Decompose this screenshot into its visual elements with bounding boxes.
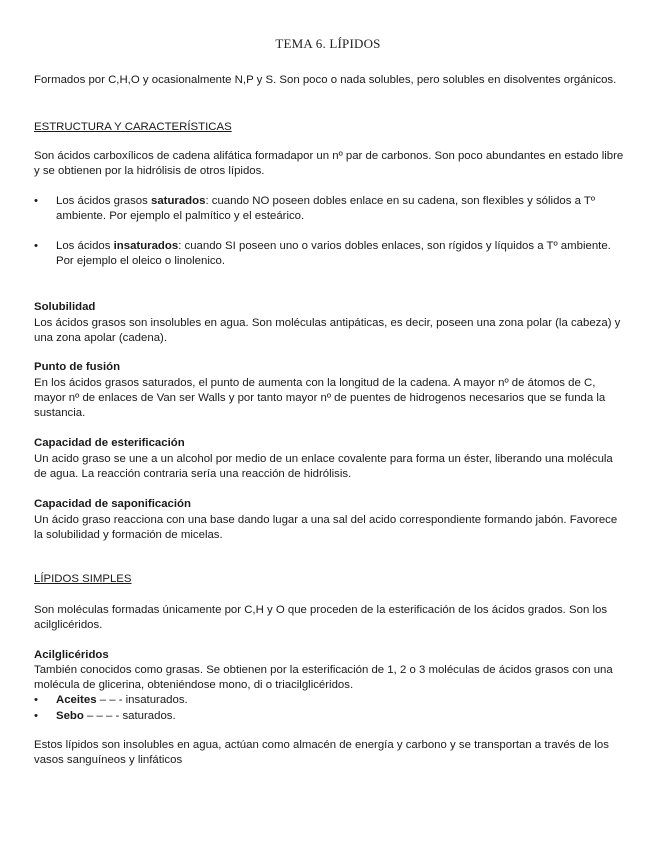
bullet-text: Sebo – – – - saturados. <box>56 710 176 722</box>
heading-saponificacion: Capacidad de saponificación <box>34 498 191 510</box>
intro-paragraph: Formados por C,H,O y ocasionalmente N,P y S. Son poco o nada solubles, pero solubles en disolventes orgánicos. <box>34 74 617 86</box>
final-paragraph: Estos lípidos son insolubles en agua, actúan como almacén de energía y carbono y se transportan a través de los vasos sanguíneos y linfáticos <box>34 739 609 766</box>
heading-solubilidad: Solubilidad <box>34 301 96 313</box>
bullet-text: Los ácidos grasos saturados: cuando NO poseen dobles enlace en su cadena, son flexibles y sólidos a Tº ambiente. Por ejemplo el palmítico y el esteárico. <box>56 195 596 222</box>
bullet-marker: • <box>34 694 38 706</box>
estructura-paragraph: Son ácidos carboxílicos de cadena alifática formadapor un nº par de carbonos. Son poco abundantes en estado libre y se obtienen por la hidrólisis de otros lípidos. <box>34 150 624 177</box>
page-title: TEMA 6. LÍPIDOS <box>275 36 381 51</box>
section-heading-estructura: ESTRUCTURA Y CARACTERÍSTICAS <box>34 121 232 133</box>
simples-paragraph: Son moléculas formadas únicamente por C,H y O que proceden de la esterificación de los ácidos grados. Son los acilglicéridos. <box>34 604 608 631</box>
heading-esterificacion: Capacidad de esterificación <box>34 437 185 449</box>
saponificacion-paragraph: Un ácido graso reacciona con una base dando lugar a una sal del acido correspondiente formando jabón. Favorece la solubilidad y formación de micelas. <box>34 514 618 541</box>
bullet-marker: • <box>34 710 38 722</box>
bullet-marker: • <box>34 240 38 252</box>
bullet-text: Los ácidos insaturados: cuando SI poseen uno o varios dobles enlaces, son rígidos y líquidos a Tº ambiente. Por ejemplo el oleico o linolenico. <box>56 240 611 267</box>
bullet-text: Aceites – – - insaturados. <box>56 694 188 706</box>
solubilidad-paragraph: Los ácidos grasos son insolubles en agua. Son moléculas antipáticas, es decir, poseen una zona polar (la cabeza) y una zona apolar (cadena). <box>34 317 621 344</box>
esterificacion-paragraph: Un acido graso se une a un alcohol por medio de un enlace covalente para forma un éster, liberando una molécula de agua. La reacción contraria sería una reacción de hidrólisis. <box>34 453 613 480</box>
acilgliceridos-paragraph: También conocidos como grasas. Se obtienen por la esterificación de 1, 2 o 3 moléculas de ácidos grasos con una molécula de glicerina, obteniéndose mono, di o triacilglicéridos. <box>34 664 613 691</box>
bullet-marker: • <box>34 195 38 207</box>
heading-acilgliceridos: Acilglicéridos <box>34 649 109 661</box>
fusion-paragraph: En los ácidos grasos saturados, el punto de aumenta con la longitud de la cadena. A mayor nº de átomos de C, mayor nº de enlaces de Van ser Walls y por tanto mayor nº de puentes de hidrogenos necesarios que se funda la sustancia. <box>34 377 606 419</box>
section-heading-lipidos-simples: LÍPIDOS SIMPLES <box>34 573 132 585</box>
heading-punto-fusion: Punto de fusión <box>34 361 121 373</box>
